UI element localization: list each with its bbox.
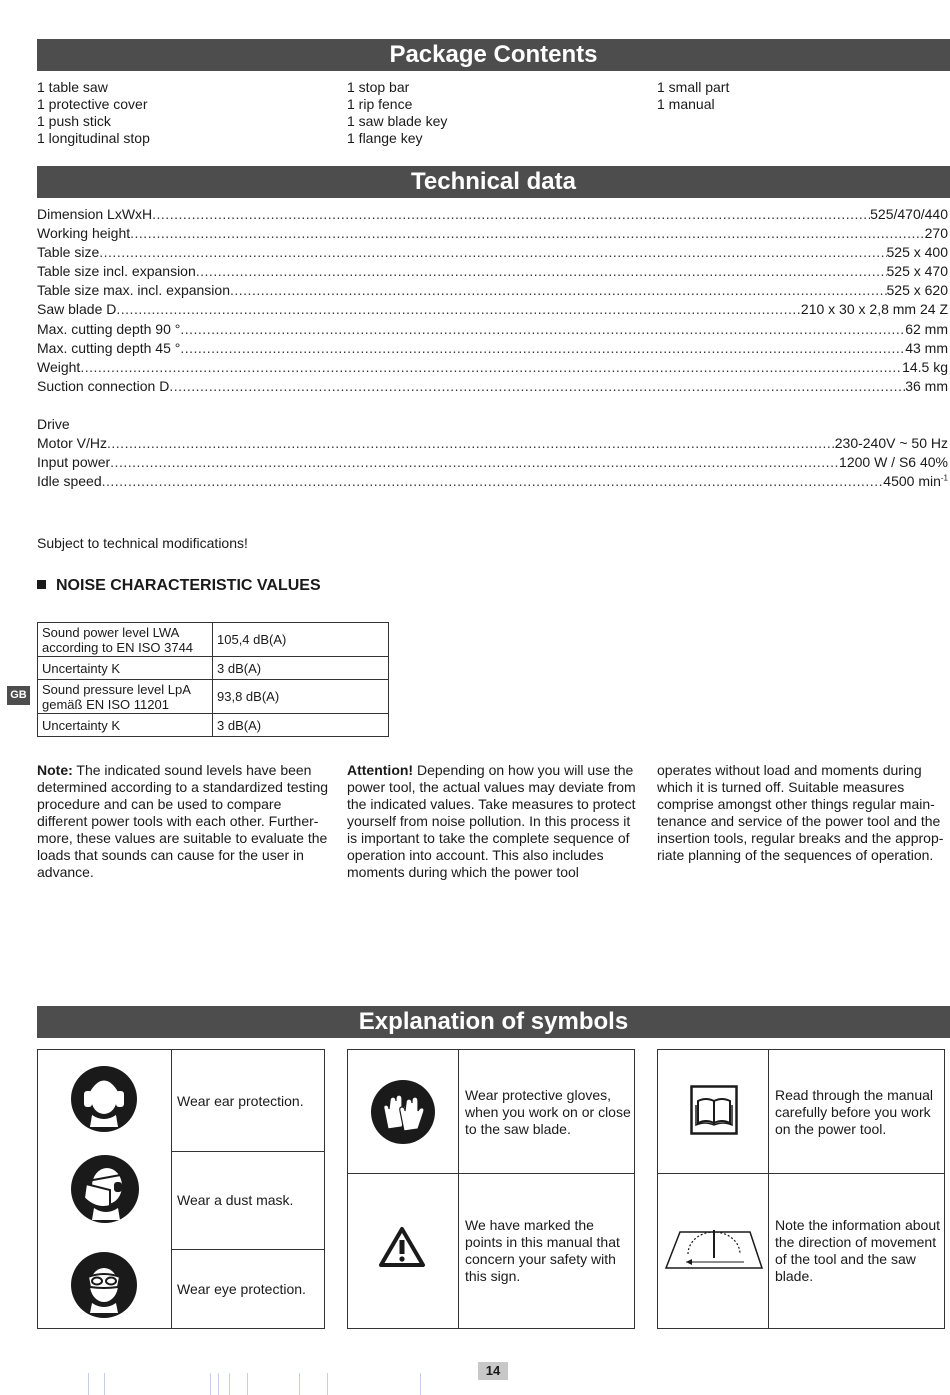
noise-heading-text: NOISE CHARACTERISTIC VALUES [56,577,321,594]
spec-value: 43 mm [905,339,948,356]
symbol-box-manual [657,1049,945,1329]
eye-protection-icon [70,1251,138,1319]
spec-row [37,243,948,262]
spec-value: 14.5 kg [902,358,948,375]
table-row [38,714,389,737]
spec-label: Input power [37,454,111,471]
noise-heading [37,577,321,595]
continued-paragraph: operates without load and moments during which it is turned off. Suitable measures comprise amongst other things regular main-tenance and service of the power tool and the insertion tools, regular breaks and the approp-riate planning of the sequences of operation. [657,762,944,863]
ear-protection-text: Wear ear protection. [177,1093,304,1109]
attention-paragraph [347,762,639,881]
list-item: 1 rip fence [347,96,413,112]
spec-label: Max. cutting depth 90 ° [37,320,181,337]
technical-data-list [37,205,948,491]
spec-row [37,472,948,491]
technical-modifications-note: Subject to technical modifications! [37,535,248,551]
spec-row [37,339,948,358]
registration-mark [247,1373,248,1395]
table-row [38,657,389,680]
package-col-2 [347,79,447,147]
attention-text: Depending on how you will use the power tool, the actual values may deviate from the indicated values. Take measures to protect yourself from noise pollution. In this process it is important to take the complete sequence of operation into account. This also includes moments during which the power tool [347,762,636,880]
list-item: 1 longitudinal stop [37,130,150,146]
dust-mask-icon [70,1154,140,1224]
spec-value: 230-240V ~ 50 Hz [834,435,948,452]
spec-label: Table size incl. expansion [37,263,196,280]
spec-label: Suction connection D [37,377,170,394]
spec-label: Saw blade D [37,301,117,318]
eye-protection-text: Wear eye protection. [177,1281,306,1297]
spec-label: Table size max. incl. expansion [37,282,230,299]
drive-heading: Drive [37,415,70,432]
symbol-box-ppe [37,1049,325,1329]
spec-value: 62 mm [905,320,948,337]
note-text: The indicated sound levels have been determined according to a standardized testing procedure and can be used to compare different power tools with each other. Further-more, these values are suitable to evaluate the loads that sounds can cause for the user in advance. [37,762,329,880]
manual-text: Read through the manual carefully before you work on the power tool. [775,1087,933,1137]
technical-data-title: Technical data [37,166,950,198]
spec-row [37,205,948,224]
spec-value: 525 x 620 [886,282,948,299]
table-cell: 93,8 dB(A) [213,680,389,714]
note-label: Note: [37,762,73,778]
table-row [38,623,389,657]
table-cell: Uncertainty K [38,657,213,680]
package-col-1 [37,79,150,147]
registration-mark [229,1373,230,1395]
warning-text: We have marked the points in this manual that concern your safety with this sign. [465,1217,620,1284]
table-row [38,680,389,714]
dust-mask-text: Wear a dust mask. [177,1192,294,1208]
drive-heading-row [37,415,948,434]
table-cell: 3 dB(A) [213,657,389,680]
registration-mark [299,1373,300,1395]
spec-label: Working height [37,225,131,242]
spec-row [37,358,948,377]
table-cell: 3 dB(A) [213,714,389,737]
language-tab: GB [7,686,30,705]
spec-row [37,262,948,281]
spec-label: Idle speed [37,473,102,490]
spec-value: 1200 W / S6 40% [839,454,948,471]
symbol-box-safety [347,1049,635,1329]
gloves-icon [370,1079,436,1145]
package-col-3 [657,79,729,113]
spec-row [37,453,948,472]
spec-label: Dimension LxWxH [37,206,153,222]
spec-value [883,472,948,491]
list-item: 1 stop bar [347,79,410,95]
table-cell: Uncertainty K [38,714,213,737]
spec-row [37,300,948,319]
saw-direction-icon [664,1228,764,1274]
spec-row [37,320,948,339]
registration-mark [104,1373,105,1395]
idle-speed-value: 4500 min [883,473,941,490]
table-cell: Sound power level LWA according to EN ISO 3744 [38,623,213,657]
registration-mark [420,1373,421,1395]
noise-table [37,622,389,737]
spec-row [37,281,948,300]
spec-value: 270 [924,225,948,242]
idle-speed-exponent: -1 [940,473,948,483]
page-number: 14 [478,1362,508,1380]
square-bullet-icon [37,580,46,589]
note-paragraph [37,762,332,881]
spec-value: 210 x 30 x 2,8 mm 24 Z [800,301,948,318]
spec-label: Weight [37,358,81,375]
list-item: 1 manual [657,96,715,112]
direction-text: Note the information about the direction of movement of the tool and the saw blade. [775,1217,940,1284]
spec-row [37,377,948,396]
table-cell: 105,4 dB(A) [213,623,389,657]
registration-mark [327,1373,328,1395]
list-item: 1 saw blade key [347,113,448,129]
list-item: 1 flange key [347,130,423,146]
spec-value: 525 x 470 [886,263,948,280]
spec-value: 525/470/440 [870,206,948,222]
registration-mark [88,1373,89,1395]
package-contents-title: Package Contents [37,39,950,71]
table-cell: Sound pressure level LpA gemäß EN ISO 11201 [38,680,213,714]
registration-mark [218,1373,219,1395]
list-item: 1 push stick [37,113,111,129]
spec-label: Table size [37,244,100,261]
registration-mark [210,1373,211,1395]
spec-value: 36 mm [905,377,948,394]
attention-label: Attention! [347,762,414,778]
spec-row [37,434,948,453]
gloves-text: Wear protective gloves, when you work on or close to the saw blade. [465,1087,631,1137]
list-item: 1 small part [657,79,730,95]
spec-row [37,224,948,243]
manual-book-icon [690,1085,738,1135]
ear-protection-icon [70,1065,138,1133]
spec-label: Motor V/Hz [37,435,108,452]
spec-label: Max. cutting depth 45 ° [37,339,181,356]
spec-value: 525 x 400 [886,244,948,261]
list-item: 1 table saw [37,79,108,95]
warning-icon [378,1226,426,1268]
symbols-title: Explanation of symbols [37,1006,950,1038]
list-item: 1 protective cover [37,96,148,112]
